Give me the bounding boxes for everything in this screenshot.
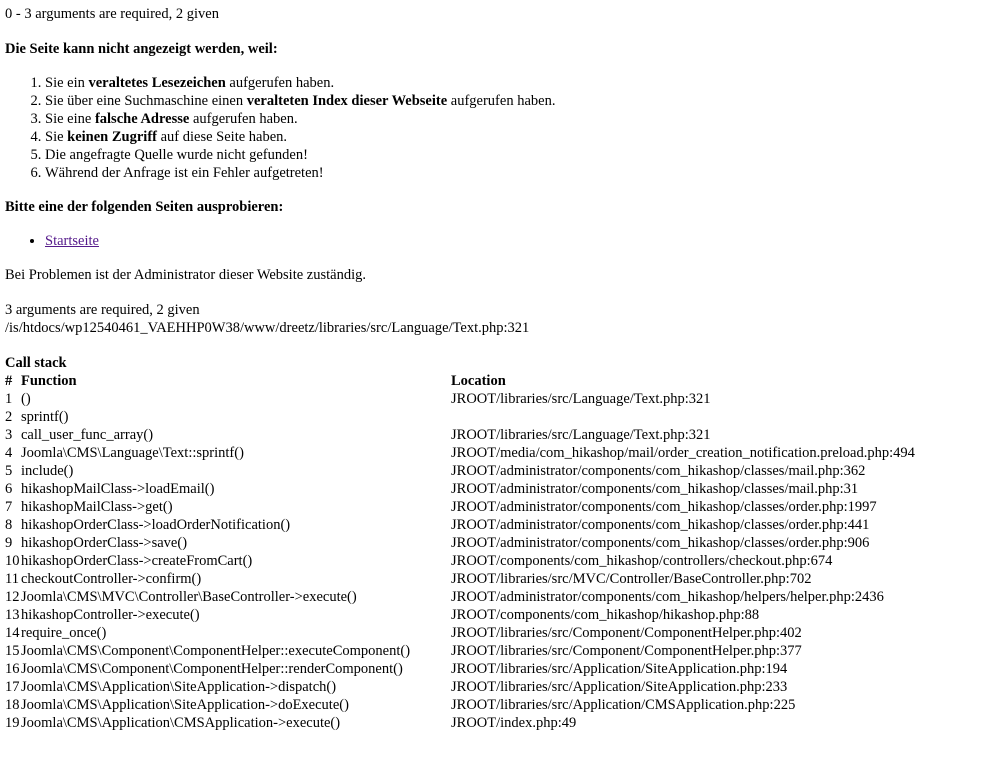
row-location: JROOT/administrator/components/com_hikashop/classes/mail.php:31 [451, 481, 859, 497]
header-function: Function [21, 373, 77, 389]
row-function: Joomla\CMS\Application\SiteApplication->doExecute() [21, 697, 349, 713]
error-header: 0 - 3 arguments are required, 2 given [5, 6, 219, 22]
header-location: Location [451, 373, 506, 389]
call-stack-row [5, 552, 915, 570]
row-location: JROOT/libraries/src/Component/ComponentHelper.php:402 [451, 625, 802, 641]
call-stack-row [5, 408, 915, 426]
row-num: 2 [5, 409, 13, 425]
call-stack-row [5, 534, 915, 552]
row-location: JROOT/administrator/components/com_hikashop/helpers/helper.php:2436 [451, 589, 884, 605]
reason-emphasis: veraltetes Lesezeichen [88, 75, 226, 91]
row-location: JROOT/administrator/components/com_hikashop/classes/order.php:441 [451, 517, 870, 533]
row-function: Joomla\CMS\Component\ComponentHelper::executeComponent() [21, 643, 411, 659]
row-num: 16 [5, 661, 20, 677]
pages-list [5, 232, 987, 250]
row-location: JROOT/administrator/components/com_hikashop/classes/order.php:906 [451, 535, 870, 551]
row-location: JROOT/components/com_hikashop/controllers/checkout.php:674 [451, 553, 833, 569]
row-location: JROOT/libraries/src/Language/Text.php:321 [451, 427, 711, 443]
reason-text: Sie [45, 129, 68, 145]
call-stack-table [5, 354, 915, 732]
row-num: 17 [5, 679, 20, 695]
startseite-link[interactable]: Startseite [45, 233, 99, 249]
reason-text: Sie ein [45, 75, 89, 91]
header-num: # [5, 373, 13, 389]
call-stack-body [5, 390, 915, 732]
reason-item [45, 146, 987, 164]
row-num: 3 [5, 427, 13, 443]
call-stack-row [5, 498, 915, 516]
row-location: JROOT/libraries/src/Application/SiteApplication.php:233 [451, 679, 788, 695]
row-function: hikashopOrderClass->loadOrderNotification() [21, 517, 291, 533]
page-link-item [45, 232, 987, 250]
reason-text: auf diese Seite haben. [156, 129, 288, 145]
admin-note: Bei Problemen ist der Administrator dieser Website zuständig. [5, 267, 366, 283]
row-function: require_once() [21, 625, 107, 641]
reason-item [45, 74, 987, 92]
reason-emphasis: veralteten Index dieser Webseite [246, 93, 448, 109]
row-function: include() [21, 463, 74, 479]
call-stack-row [5, 390, 915, 408]
row-function: checkoutController->confirm() [21, 571, 202, 587]
reason-text: Sie über eine Suchmaschine einen [45, 93, 247, 109]
call-stack-row [5, 714, 915, 732]
call-stack-row [5, 480, 915, 498]
call-stack-row [5, 516, 915, 534]
call-stack-caption: Call stack [5, 355, 67, 371]
row-location: JROOT/libraries/src/MVC/Controller/BaseController.php:702 [451, 571, 812, 587]
call-stack-row [5, 606, 915, 624]
call-stack-row [5, 678, 915, 696]
reason-text: aufgerufen haben. [225, 75, 335, 91]
row-num: 15 [5, 643, 20, 659]
row-location: JROOT/libraries/src/Application/CMSApplication.php:225 [451, 697, 796, 713]
error-page [5, 5, 987, 732]
row-function: hikashopMailClass->loadEmail() [21, 481, 215, 497]
row-function: Joomla\CMS\Language\Text::sprintf() [21, 445, 244, 461]
row-location [451, 408, 915, 426]
reason-item [45, 164, 987, 182]
row-num: 4 [5, 445, 13, 461]
row-function: call_user_func_array() [21, 427, 154, 443]
row-num: 6 [5, 481, 13, 497]
row-num: 19 [5, 715, 20, 731]
row-num: 5 [5, 463, 13, 479]
row-function: Joomla\CMS\Application\CMSApplication->execute() [21, 715, 341, 731]
reason-text: aufgerufen haben. [189, 111, 298, 127]
reason-text: Die angefragte Quelle wurde nicht gefunden! [45, 147, 308, 163]
row-location: JROOT/administrator/components/com_hikashop/classes/mail.php:362 [451, 463, 866, 479]
row-num: 18 [5, 697, 20, 713]
row-function: hikashopOrderClass->createFromCart() [21, 553, 253, 569]
reason-item [45, 92, 987, 110]
row-location: JROOT/components/com_hikashop/hikashop.php:88 [451, 607, 760, 623]
row-function: Joomla\CMS\Component\ComponentHelper::renderComponent() [21, 661, 403, 677]
error-path: /is/htdocs/wp12540461_VAEHHP0W38/www/dreetz/libraries/src/Language/Text.php:321 [5, 320, 530, 336]
call-stack-row [5, 588, 915, 606]
row-location: JROOT/media/com_hikashop/mail/order_creation_notification.preload.php:494 [451, 445, 915, 461]
call-stack-row [5, 624, 915, 642]
row-num: 12 [5, 589, 20, 605]
reason-item [45, 110, 987, 128]
reason-emphasis: falsche Adresse [94, 111, 190, 127]
row-location: JROOT/libraries/src/Application/SiteApplication.php:194 [451, 661, 788, 677]
row-function: hikashopController->execute() [21, 607, 200, 623]
error-message: 3 arguments are required, 2 given [5, 302, 200, 318]
row-location: JROOT/libraries/src/Component/ComponentHelper.php:377 [451, 643, 802, 659]
cannot-display-heading: Die Seite kann nicht angezeigt werden, weil: [5, 41, 278, 57]
reason-text: Sie eine [45, 111, 95, 127]
row-function: () [21, 391, 31, 407]
call-stack-row [5, 696, 915, 714]
row-num: 11 [5, 571, 19, 587]
call-stack-row [5, 426, 915, 444]
row-num: 8 [5, 517, 13, 533]
row-function: Joomla\CMS\Application\SiteApplication->dispatch() [21, 679, 337, 695]
row-num: 1 [5, 391, 13, 407]
row-num: 14 [5, 625, 20, 641]
call-stack-header-row [5, 372, 915, 390]
row-num: 7 [5, 499, 13, 515]
reason-item [45, 128, 987, 146]
reason-text: aufgerufen haben. [447, 93, 556, 109]
call-stack-row [5, 462, 915, 480]
call-stack-row [5, 642, 915, 660]
reason-text: Während der Anfrage ist ein Fehler aufgetreten! [45, 165, 324, 181]
row-num: 13 [5, 607, 20, 623]
row-location: JROOT/administrator/components/com_hikashop/classes/order.php:1997 [451, 499, 877, 515]
row-function: hikashopMailClass->get() [21, 499, 173, 515]
row-function: Joomla\CMS\MVC\Controller\BaseController->execute() [21, 589, 357, 605]
reason-emphasis: keinen Zugriff [67, 129, 157, 145]
try-pages-heading: Bitte eine der folgenden Seiten ausprobieren: [5, 199, 284, 215]
call-stack-row [5, 660, 915, 678]
row-num: 10 [5, 553, 20, 569]
call-stack-row [5, 570, 915, 588]
row-location: JROOT/index.php:49 [451, 715, 577, 731]
row-num: 9 [5, 535, 13, 551]
row-function: hikashopOrderClass->save() [21, 535, 188, 551]
reasons-list [5, 74, 987, 182]
call-stack-row [5, 444, 915, 462]
row-function: sprintf() [21, 409, 69, 425]
row-location: JROOT/libraries/src/Language/Text.php:321 [451, 391, 711, 407]
